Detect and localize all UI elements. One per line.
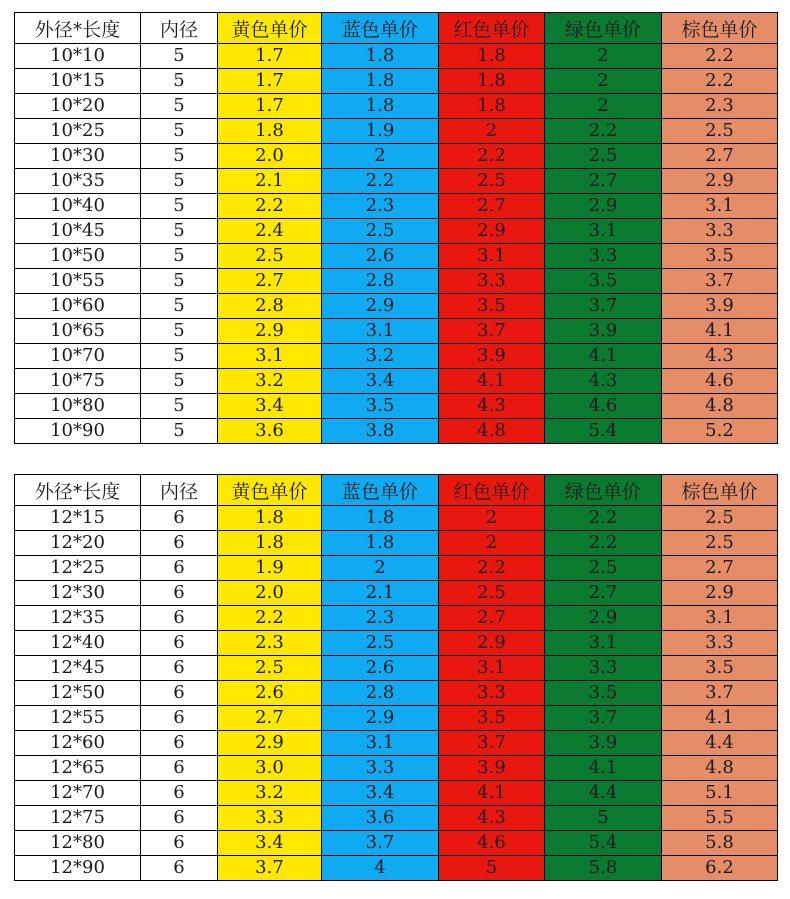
table-row [15, 194, 778, 219]
cell-inner-diameter: 5 [141, 69, 218, 94]
cell-blue-price: 2.8 [322, 269, 439, 294]
cell-size: 10*35 [15, 169, 141, 194]
cell-blue-price: 2.9 [322, 706, 439, 731]
cell-green-price: 2 [545, 94, 662, 119]
cell-green-price: 3.9 [545, 319, 662, 344]
header-inner-diameter: 内径 [141, 13, 218, 44]
cell-inner-diameter: 5 [141, 419, 218, 444]
cell-blue-price: 2.1 [322, 581, 439, 606]
cell-size: 10*90 [15, 419, 141, 444]
cell-size: 12*50 [15, 681, 141, 706]
cell-brown-price: 2.3 [662, 94, 778, 119]
cell-yellow-price: 3.2 [218, 781, 322, 806]
cell-green-price: 3.5 [545, 269, 662, 294]
cell-brown-price: 2.5 [662, 531, 778, 556]
table-row [15, 69, 778, 94]
cell-yellow-price: 1.7 [218, 94, 322, 119]
cell-brown-price: 3.9 [662, 294, 778, 319]
cell-brown-price: 3.1 [662, 606, 778, 631]
cell-size: 10*20 [15, 94, 141, 119]
cell-inner-diameter: 5 [141, 194, 218, 219]
cell-red-price: 2.9 [439, 219, 545, 244]
cell-size: 10*45 [15, 219, 141, 244]
header-inner-diameter: 内径 [141, 475, 218, 506]
cell-size: 12*65 [15, 756, 141, 781]
cell-inner-diameter: 6 [141, 606, 218, 631]
cell-yellow-price: 2.9 [218, 319, 322, 344]
table-row [15, 606, 778, 631]
cell-green-price: 5 [545, 806, 662, 831]
cell-inner-diameter: 6 [141, 631, 218, 656]
cell-size: 12*30 [15, 581, 141, 606]
cell-brown-price: 3.3 [662, 631, 778, 656]
cell-blue-price: 3.2 [322, 344, 439, 369]
cell-inner-diameter: 5 [141, 344, 218, 369]
cell-inner-diameter: 6 [141, 731, 218, 756]
cell-red-price: 1.8 [439, 44, 545, 69]
cell-size: 10*15 [15, 69, 141, 94]
cell-red-price: 3.3 [439, 681, 545, 706]
cell-inner-diameter: 6 [141, 556, 218, 581]
cell-brown-price: 5.8 [662, 831, 778, 856]
cell-yellow-price: 2.1 [218, 169, 322, 194]
cell-size: 12*90 [15, 856, 141, 881]
cell-red-price: 2.5 [439, 581, 545, 606]
header-yellow-price: 黄色单价 [218, 475, 322, 506]
cell-inner-diameter: 6 [141, 856, 218, 881]
cell-yellow-price: 2.2 [218, 606, 322, 631]
header-green-price: 绿色单价 [545, 475, 662, 506]
cell-green-price: 2.2 [545, 531, 662, 556]
cell-size: 12*80 [15, 831, 141, 856]
table-row [15, 631, 778, 656]
table-row [15, 581, 778, 606]
cell-blue-price: 2.2 [322, 169, 439, 194]
cell-yellow-price: 1.9 [218, 556, 322, 581]
cell-green-price: 2 [545, 44, 662, 69]
cell-yellow-price: 2.3 [218, 631, 322, 656]
header-blue-price: 蓝色单价 [322, 475, 439, 506]
table-row [15, 269, 778, 294]
header-row [15, 475, 778, 506]
cell-green-price: 3.9 [545, 731, 662, 756]
cell-green-price: 2.7 [545, 169, 662, 194]
cell-inner-diameter: 6 [141, 706, 218, 731]
cell-inner-diameter: 6 [141, 756, 218, 781]
table-row [15, 44, 778, 69]
table-row [15, 506, 778, 531]
table-row [15, 706, 778, 731]
cell-brown-price: 3.5 [662, 656, 778, 681]
cell-brown-price: 3.1 [662, 194, 778, 219]
cell-size: 10*75 [15, 369, 141, 394]
cell-yellow-price: 2.7 [218, 706, 322, 731]
cell-red-price: 3.5 [439, 294, 545, 319]
header-row [15, 13, 778, 44]
table-row [15, 731, 778, 756]
cell-blue-price: 1.8 [322, 94, 439, 119]
cell-inner-diameter: 5 [141, 244, 218, 269]
cell-yellow-price: 2.6 [218, 681, 322, 706]
cell-yellow-price: 3.1 [218, 344, 322, 369]
cell-yellow-price: 2.0 [218, 581, 322, 606]
cell-yellow-price: 3.4 [218, 394, 322, 419]
table-row [15, 806, 778, 831]
cell-red-price: 2 [439, 506, 545, 531]
cell-blue-price: 3.8 [322, 419, 439, 444]
table-row [15, 756, 778, 781]
cell-brown-price: 2.5 [662, 119, 778, 144]
table-row [15, 119, 778, 144]
cell-inner-diameter: 5 [141, 119, 218, 144]
cell-blue-price: 2.3 [322, 606, 439, 631]
cell-red-price: 2.2 [439, 556, 545, 581]
cell-yellow-price: 1.7 [218, 69, 322, 94]
price-table-1-header [15, 13, 778, 44]
cell-size: 12*45 [15, 656, 141, 681]
cell-brown-price: 4.8 [662, 394, 778, 419]
cell-brown-price: 2.2 [662, 69, 778, 94]
cell-brown-price: 6.2 [662, 856, 778, 881]
cell-yellow-price: 2.0 [218, 144, 322, 169]
cell-size: 12*35 [15, 606, 141, 631]
cell-blue-price: 2.6 [322, 656, 439, 681]
cell-yellow-price: 1.8 [218, 119, 322, 144]
cell-green-price: 3.7 [545, 706, 662, 731]
table-row [15, 831, 778, 856]
price-table-2-body [15, 506, 778, 881]
cell-brown-price: 2.7 [662, 144, 778, 169]
cell-blue-price: 2.6 [322, 244, 439, 269]
cell-green-price: 5.4 [545, 419, 662, 444]
cell-green-price: 2.7 [545, 581, 662, 606]
cell-blue-price: 2.5 [322, 631, 439, 656]
cell-yellow-price: 3.3 [218, 806, 322, 831]
cell-blue-price: 1.9 [322, 119, 439, 144]
table-row [15, 394, 778, 419]
cell-inner-diameter: 5 [141, 269, 218, 294]
cell-inner-diameter: 6 [141, 506, 218, 531]
cell-green-price: 2.9 [545, 606, 662, 631]
cell-blue-price: 1.8 [322, 69, 439, 94]
cell-blue-price: 1.8 [322, 531, 439, 556]
cell-blue-price: 2.8 [322, 681, 439, 706]
cell-green-price: 5.4 [545, 831, 662, 856]
cell-yellow-price: 2.5 [218, 656, 322, 681]
table-row [15, 169, 778, 194]
cell-yellow-price: 1.7 [218, 44, 322, 69]
cell-blue-price: 3.4 [322, 369, 439, 394]
cell-blue-price: 3.4 [322, 781, 439, 806]
cell-yellow-price: 2.2 [218, 194, 322, 219]
cell-green-price: 3.3 [545, 656, 662, 681]
cell-red-price: 4.8 [439, 419, 545, 444]
header-brown-price: 棕色单价 [662, 475, 778, 506]
header-size: 外径*长度 [15, 13, 141, 44]
table-row [15, 781, 778, 806]
cell-yellow-price: 2.9 [218, 731, 322, 756]
cell-red-price: 4.1 [439, 369, 545, 394]
cell-size: 12*55 [15, 706, 141, 731]
cell-inner-diameter: 5 [141, 394, 218, 419]
cell-blue-price: 4 [322, 856, 439, 881]
cell-yellow-price: 3.0 [218, 756, 322, 781]
cell-blue-price: 2.9 [322, 294, 439, 319]
cell-yellow-price: 2.7 [218, 269, 322, 294]
cell-green-price: 2 [545, 69, 662, 94]
cell-size: 10*10 [15, 44, 141, 69]
table-row [15, 294, 778, 319]
cell-red-price: 3.5 [439, 706, 545, 731]
cell-brown-price: 4.1 [662, 319, 778, 344]
table-row [15, 656, 778, 681]
cell-brown-price: 4.6 [662, 369, 778, 394]
cell-red-price: 3.1 [439, 656, 545, 681]
cell-green-price: 3.7 [545, 294, 662, 319]
table-row [15, 681, 778, 706]
price-table-1 [14, 12, 778, 444]
cell-red-price: 4.3 [439, 394, 545, 419]
cell-brown-price: 3.7 [662, 681, 778, 706]
cell-green-price: 4.3 [545, 369, 662, 394]
cell-yellow-price: 1.8 [218, 531, 322, 556]
table-row [15, 369, 778, 394]
cell-size: 12*15 [15, 506, 141, 531]
cell-green-price: 5.8 [545, 856, 662, 881]
cell-yellow-price: 1.8 [218, 506, 322, 531]
cell-yellow-price: 3.6 [218, 419, 322, 444]
cell-brown-price: 3.3 [662, 219, 778, 244]
cell-size: 12*75 [15, 806, 141, 831]
cell-green-price: 4.6 [545, 394, 662, 419]
cell-yellow-price: 3.2 [218, 369, 322, 394]
cell-brown-price: 5.1 [662, 781, 778, 806]
cell-green-price: 2.5 [545, 144, 662, 169]
cell-brown-price: 2.7 [662, 556, 778, 581]
cell-inner-diameter: 5 [141, 219, 218, 244]
header-red-price: 红色单价 [439, 475, 545, 506]
cell-green-price: 3.1 [545, 219, 662, 244]
cell-size: 10*50 [15, 244, 141, 269]
cell-red-price: 2 [439, 119, 545, 144]
header-blue-price: 蓝色单价 [322, 13, 439, 44]
cell-size: 10*30 [15, 144, 141, 169]
cell-size: 10*80 [15, 394, 141, 419]
cell-brown-price: 4.1 [662, 706, 778, 731]
header-size: 外径*长度 [15, 475, 141, 506]
cell-size: 10*55 [15, 269, 141, 294]
cell-brown-price: 2.9 [662, 169, 778, 194]
cell-inner-diameter: 6 [141, 781, 218, 806]
cell-inner-diameter: 6 [141, 656, 218, 681]
cell-brown-price: 3.5 [662, 244, 778, 269]
cell-green-price: 4.4 [545, 781, 662, 806]
table-row [15, 319, 778, 344]
cell-size: 12*60 [15, 731, 141, 756]
cell-green-price: 4.1 [545, 344, 662, 369]
cell-red-price: 3.7 [439, 319, 545, 344]
cell-red-price: 3.3 [439, 269, 545, 294]
cell-yellow-price: 3.7 [218, 856, 322, 881]
cell-green-price: 3.3 [545, 244, 662, 269]
table-row [15, 94, 778, 119]
cell-size: 10*40 [15, 194, 141, 219]
cell-blue-price: 2.5 [322, 219, 439, 244]
cell-red-price: 2 [439, 531, 545, 556]
cell-red-price: 1.8 [439, 94, 545, 119]
cell-red-price: 2.9 [439, 631, 545, 656]
cell-size: 12*25 [15, 556, 141, 581]
table-row [15, 144, 778, 169]
cell-blue-price: 2.3 [322, 194, 439, 219]
cell-red-price: 4.1 [439, 781, 545, 806]
cell-brown-price: 3.7 [662, 269, 778, 294]
table-row [15, 419, 778, 444]
cell-blue-price: 1.8 [322, 506, 439, 531]
cell-inner-diameter: 6 [141, 831, 218, 856]
cell-red-price: 1.8 [439, 69, 545, 94]
cell-inner-diameter: 6 [141, 806, 218, 831]
header-green-price: 绿色单价 [545, 13, 662, 44]
cell-brown-price: 2.2 [662, 44, 778, 69]
cell-brown-price: 2.5 [662, 506, 778, 531]
cell-size: 10*60 [15, 294, 141, 319]
cell-brown-price: 4.8 [662, 756, 778, 781]
table-row [15, 219, 778, 244]
cell-size: 12*70 [15, 781, 141, 806]
cell-brown-price: 4.3 [662, 344, 778, 369]
cell-size: 10*65 [15, 319, 141, 344]
cell-blue-price: 3.1 [322, 319, 439, 344]
cell-blue-price: 3.6 [322, 806, 439, 831]
cell-size: 12*40 [15, 631, 141, 656]
cell-red-price: 3.1 [439, 244, 545, 269]
cell-brown-price: 5.5 [662, 806, 778, 831]
cell-inner-diameter: 5 [141, 294, 218, 319]
cell-blue-price: 3.5 [322, 394, 439, 419]
cell-inner-diameter: 5 [141, 144, 218, 169]
cell-red-price: 2.5 [439, 169, 545, 194]
cell-inner-diameter: 6 [141, 581, 218, 606]
cell-brown-price: 4.4 [662, 731, 778, 756]
table-row [15, 244, 778, 269]
cell-inner-diameter: 6 [141, 531, 218, 556]
cell-yellow-price: 2.5 [218, 244, 322, 269]
cell-green-price: 3.5 [545, 681, 662, 706]
cell-inner-diameter: 5 [141, 169, 218, 194]
table-row [15, 344, 778, 369]
cell-red-price: 5 [439, 856, 545, 881]
header-yellow-price: 黄色单价 [218, 13, 322, 44]
cell-blue-price: 3.3 [322, 756, 439, 781]
cell-red-price: 3.9 [439, 344, 545, 369]
cell-green-price: 4.1 [545, 756, 662, 781]
cell-yellow-price: 3.4 [218, 831, 322, 856]
cell-red-price: 3.9 [439, 756, 545, 781]
cell-brown-price: 2.9 [662, 581, 778, 606]
price-table-2-header [15, 475, 778, 506]
cell-red-price: 2.7 [439, 194, 545, 219]
cell-red-price: 4.3 [439, 806, 545, 831]
cell-blue-price: 2 [322, 556, 439, 581]
cell-blue-price: 3.1 [322, 731, 439, 756]
cell-inner-diameter: 5 [141, 44, 218, 69]
cell-inner-diameter: 5 [141, 94, 218, 119]
cell-red-price: 3.7 [439, 731, 545, 756]
cell-green-price: 2.2 [545, 506, 662, 531]
price-table-1-body [15, 44, 778, 444]
cell-green-price: 3.1 [545, 631, 662, 656]
price-table-2 [14, 474, 778, 881]
cell-blue-price: 1.8 [322, 44, 439, 69]
table-row [15, 856, 778, 881]
cell-red-price: 2.7 [439, 606, 545, 631]
table-row [15, 531, 778, 556]
cell-red-price: 2.2 [439, 144, 545, 169]
table-row [15, 556, 778, 581]
cell-inner-diameter: 6 [141, 681, 218, 706]
cell-size: 12*20 [15, 531, 141, 556]
header-red-price: 红色单价 [439, 13, 545, 44]
cell-blue-price: 2 [322, 144, 439, 169]
cell-yellow-price: 2.4 [218, 219, 322, 244]
cell-blue-price: 3.7 [322, 831, 439, 856]
cell-brown-price: 5.2 [662, 419, 778, 444]
cell-green-price: 2.9 [545, 194, 662, 219]
cell-size: 10*25 [15, 119, 141, 144]
cell-green-price: 2.2 [545, 119, 662, 144]
header-brown-price: 棕色单价 [662, 13, 778, 44]
cell-inner-diameter: 5 [141, 369, 218, 394]
cell-inner-diameter: 5 [141, 319, 218, 344]
cell-green-price: 2.5 [545, 556, 662, 581]
cell-red-price: 4.6 [439, 831, 545, 856]
cell-size: 10*70 [15, 344, 141, 369]
cell-yellow-price: 2.8 [218, 294, 322, 319]
